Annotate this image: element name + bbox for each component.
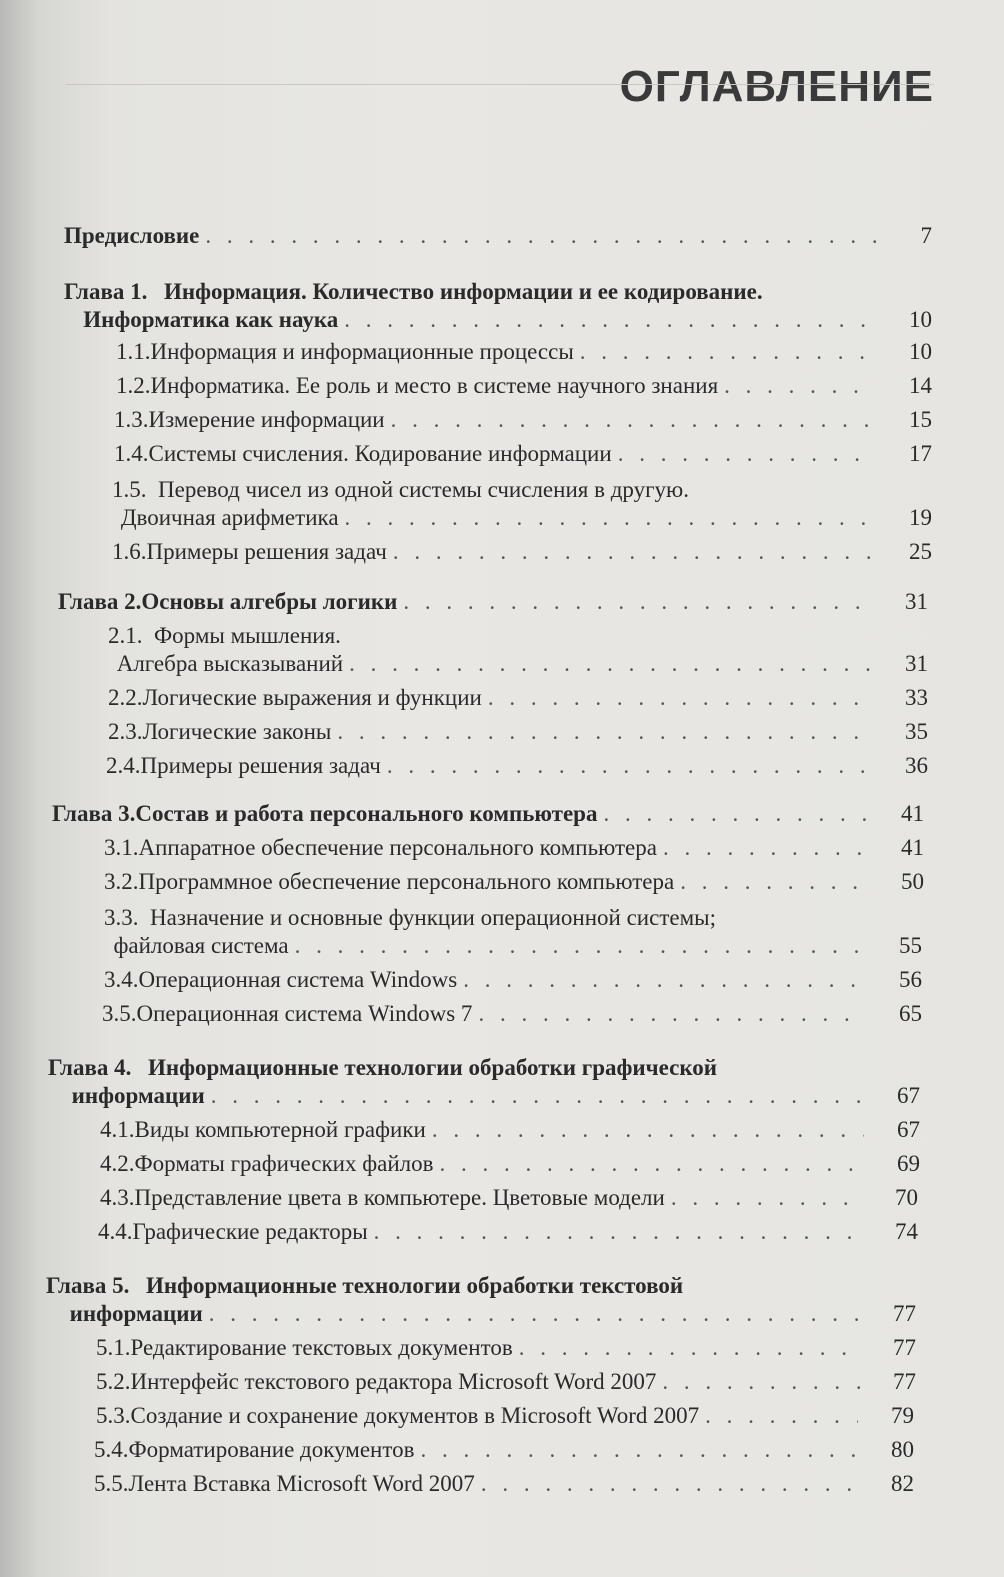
toc-section-entry[interactable]	[106, 752, 928, 782]
toc-page-number: 79	[891, 1403, 914, 1428]
toc-entry-number: 2.2.	[108, 685, 143, 710]
toc-section-entry[interactable]	[108, 684, 928, 714]
dot-leader	[663, 834, 868, 862]
dot-leader	[344, 306, 876, 334]
toc-entry-number: Глава 1.	[64, 279, 148, 304]
toc-entry-number: 4.3.	[100, 1185, 135, 1210]
toc-section-entry[interactable]	[94, 1470, 914, 1500]
dot-leader	[618, 440, 876, 468]
toc-section-entry[interactable]	[112, 538, 932, 568]
dot-leader	[295, 932, 866, 960]
toc-entry-title: Создание и сохранение документов в Microsoft Word 2007	[130, 1403, 700, 1428]
toc-section-entry[interactable]	[104, 905, 922, 962]
toc-page-number: 33	[905, 685, 928, 710]
toc-entry-number: 3.1.	[104, 835, 139, 860]
toc-entry-number: 2.3.	[108, 719, 143, 744]
dot-leader	[662, 1368, 860, 1396]
toc-page-number: 10	[909, 307, 932, 332]
toc-entry-title: Примеры решения задач	[146, 539, 387, 564]
toc-page-number: 56	[899, 967, 922, 992]
toc-entry-number: Глава 4.	[48, 1055, 132, 1080]
toc-entry-number: 3.5.	[102, 1001, 137, 1026]
toc-page-number: 69	[897, 1151, 920, 1176]
toc-section-entry[interactable]	[100, 1150, 920, 1180]
toc-section-entry[interactable]	[116, 372, 932, 402]
toc-entry-number: 5.2.	[96, 1369, 131, 1394]
toc-page-number: 10	[909, 339, 932, 364]
dot-leader	[603, 800, 868, 828]
toc-page-number: 67	[897, 1117, 920, 1142]
toc-entry-title: Лента Вставка Microsoft Word 2007	[128, 1471, 475, 1496]
dot-leader	[374, 1218, 862, 1246]
toc-entry-title: Информация и информационные процессы	[150, 339, 574, 364]
toc-entry-title: Форматирование документов	[128, 1437, 415, 1462]
dot-leader	[705, 1402, 858, 1430]
toc-entry-number: 3.4.	[104, 967, 139, 992]
toc-page-number: 41	[901, 835, 924, 860]
toc-page-number: 65	[899, 1001, 922, 1026]
toc-entry-number: 2.1.	[108, 623, 143, 648]
dot-leader	[387, 752, 872, 780]
toc-page-number: 67	[897, 1083, 920, 1108]
toc-page-number: 41	[901, 801, 924, 826]
toc-section-entry[interactable]	[94, 1436, 914, 1466]
toc-page-number: 14	[909, 373, 932, 398]
dot-leader	[337, 718, 872, 746]
toc-section-entry[interactable]	[116, 338, 932, 368]
toc-page-number: 31	[905, 651, 928, 676]
toc-entry-number: 5.4.	[94, 1437, 129, 1462]
toc-entry-number: Глава 5.	[46, 1273, 130, 1298]
toc-entry-title: Формы мышления.	[154, 623, 341, 648]
toc-entry-title: Состав и работа персонального компьютера	[135, 801, 598, 826]
toc-entry-title: информации	[69, 1301, 203, 1326]
toc-chapter-entry[interactable]	[46, 1273, 916, 1330]
toc-entry-title: Графические редакторы	[132, 1219, 368, 1244]
toc-entry-title: Двоичная арифметика	[120, 505, 339, 530]
toc-chapter-entry[interactable]	[64, 222, 932, 252]
toc-entry-title: Перевод чисел из одной системы счисления в другую.	[158, 477, 689, 502]
toc-entry-number: 1.6.	[112, 539, 147, 564]
toc-section-entry[interactable]	[96, 1368, 916, 1398]
toc-entry-title: Логические выражения и функции	[142, 685, 482, 710]
toc-section-entry[interactable]	[100, 1116, 920, 1146]
toc-page-number: 70	[895, 1185, 918, 1210]
dot-leader	[478, 1000, 866, 1028]
dot-leader	[209, 1300, 860, 1328]
toc-entry-number: 2.4.	[106, 753, 141, 778]
dot-leader	[671, 1184, 862, 1212]
dot-leader	[680, 868, 868, 896]
toc-page-number: 80	[891, 1437, 914, 1462]
dot-leader	[211, 1082, 864, 1110]
toc-entry-number: 1.2.	[116, 373, 151, 398]
toc-page-number: 15	[909, 407, 932, 432]
toc-section-entry[interactable]	[112, 477, 932, 534]
toc-page-number: 77	[893, 1301, 916, 1326]
dot-leader	[345, 504, 876, 532]
toc-page-number: 17	[909, 441, 932, 466]
toc-entry-title: Информатика как наука	[83, 307, 339, 332]
toc-entry-title: Основы алгебры логики	[141, 589, 398, 614]
toc-page-number: 7	[920, 223, 932, 248]
toc-entry-number: 1.1.	[116, 339, 151, 364]
toc-page-number: 50	[901, 869, 924, 894]
toc-entry-title: Информационные технологии обработки текстовой	[146, 1273, 684, 1298]
toc-entry-number: Глава 2.	[58, 589, 142, 614]
toc-entry-number: 5.3.	[96, 1403, 131, 1428]
toc-page-number: 55	[899, 933, 922, 958]
toc-page-number: 25	[909, 539, 932, 564]
dot-leader	[403, 588, 872, 616]
toc-section-entry[interactable]	[114, 440, 932, 470]
toc-entry-title: Измерение информации	[148, 407, 385, 432]
dot-leader	[519, 1334, 860, 1362]
toc-entry-title: Интерфейс текстового редактора Microsoft Word 2007	[130, 1369, 657, 1394]
toc-section-entry[interactable]	[104, 966, 922, 996]
dot-leader	[488, 684, 872, 712]
toc-entry-number: Глава 3.	[52, 801, 136, 826]
toc-entry-title: Представление цвета в компьютере. Цветовые модели	[134, 1185, 665, 1210]
dot-leader	[440, 1150, 865, 1178]
toc-page-number: 19	[909, 505, 932, 530]
toc-entry-number: 4.2.	[100, 1151, 135, 1176]
toc-section-entry[interactable]	[114, 406, 932, 436]
dot-leader	[432, 1116, 864, 1144]
dot-leader	[481, 1470, 858, 1498]
toc-section-entry[interactable]	[96, 1334, 916, 1364]
dot-leader	[393, 538, 876, 566]
toc-entry-title: Редактирование текстовых документов	[130, 1335, 513, 1360]
dot-leader	[580, 338, 876, 366]
toc-chapter-entry[interactable]	[58, 588, 928, 618]
toc-section-entry[interactable]	[98, 1218, 918, 1248]
toc-entry-title: Программное обеспечение персонального компьютера	[138, 869, 675, 894]
toc-page-number: 74	[895, 1219, 918, 1244]
dot-leader	[391, 406, 876, 434]
page-title: ОГЛАВЛЕНИЕ	[619, 62, 934, 111]
toc-entry-title: Примеры решения задач	[140, 753, 381, 778]
dot-leader	[724, 372, 876, 400]
toc-entry-title: Форматы графических файлов	[134, 1151, 434, 1176]
toc-entry-title: Информационные технологии обработки графической	[148, 1055, 718, 1080]
toc-page-number: 77	[893, 1335, 916, 1360]
toc-entry-number: 1.4.	[114, 441, 149, 466]
toc-entry-title: Информация. Количество информации и ее кодирование.	[164, 279, 763, 304]
toc-page-number: 77	[893, 1369, 916, 1394]
toc-section-entry[interactable]	[108, 623, 928, 680]
dot-leader	[205, 222, 876, 250]
toc-entry-title: Аппаратное обеспечение персонального компьютера	[138, 835, 657, 860]
toc-entry-number: 4.4.	[98, 1219, 133, 1244]
dot-leader	[420, 1436, 858, 1464]
toc-entry-title: Виды компьютерной графики	[134, 1117, 426, 1142]
toc-chapter-entry[interactable]	[48, 1055, 920, 1112]
toc-entry-title: Операционная система Windows	[138, 967, 458, 992]
toc-section-entry[interactable]	[104, 868, 924, 898]
toc-page-number: 31	[905, 589, 928, 614]
toc-page-number: 35	[905, 719, 928, 744]
toc-page-number: 36	[905, 753, 928, 778]
toc-section-entry[interactable]	[100, 1184, 918, 1214]
toc-section-entry[interactable]	[104, 834, 924, 864]
dot-leader	[349, 650, 872, 678]
dot-leader	[463, 966, 866, 994]
toc-section-entry[interactable]	[108, 718, 928, 748]
toc-entry-title: файловая система	[113, 933, 289, 958]
toc-entry-number: 1.5.	[112, 477, 147, 502]
toc-chapter-entry[interactable]	[64, 279, 932, 336]
toc-entry-title: Предисловие	[64, 223, 200, 248]
toc-entry-title: информации	[71, 1083, 205, 1108]
toc-entry-number: 5.1.	[96, 1335, 131, 1360]
toc-page-number: 82	[891, 1471, 914, 1496]
toc-entry-title: Операционная система Windows 7	[136, 1001, 473, 1026]
toc-entry-number: 3.3.	[104, 905, 139, 930]
toc-section-entry[interactable]	[102, 1000, 922, 1030]
toc-entry-title: Назначение и основные функции операционной системы;	[150, 905, 716, 930]
toc-entry-title: Логические законы	[142, 719, 332, 744]
toc-entry-title: Алгебра высказываний	[116, 651, 344, 676]
toc-entry-number: 5.5.	[94, 1471, 129, 1496]
toc-entry-number: 3.2.	[104, 869, 139, 894]
toc-entry-number: 1.3.	[114, 407, 149, 432]
toc-section-entry[interactable]	[96, 1402, 914, 1432]
toc-entry-number: 4.1.	[100, 1117, 135, 1142]
toc-entry-title: Информатика. Ее роль и место в системе научного знания	[150, 373, 719, 398]
toc-chapter-entry[interactable]	[52, 800, 924, 830]
toc-entry-title: Системы счисления. Кодирование информации	[148, 441, 612, 466]
